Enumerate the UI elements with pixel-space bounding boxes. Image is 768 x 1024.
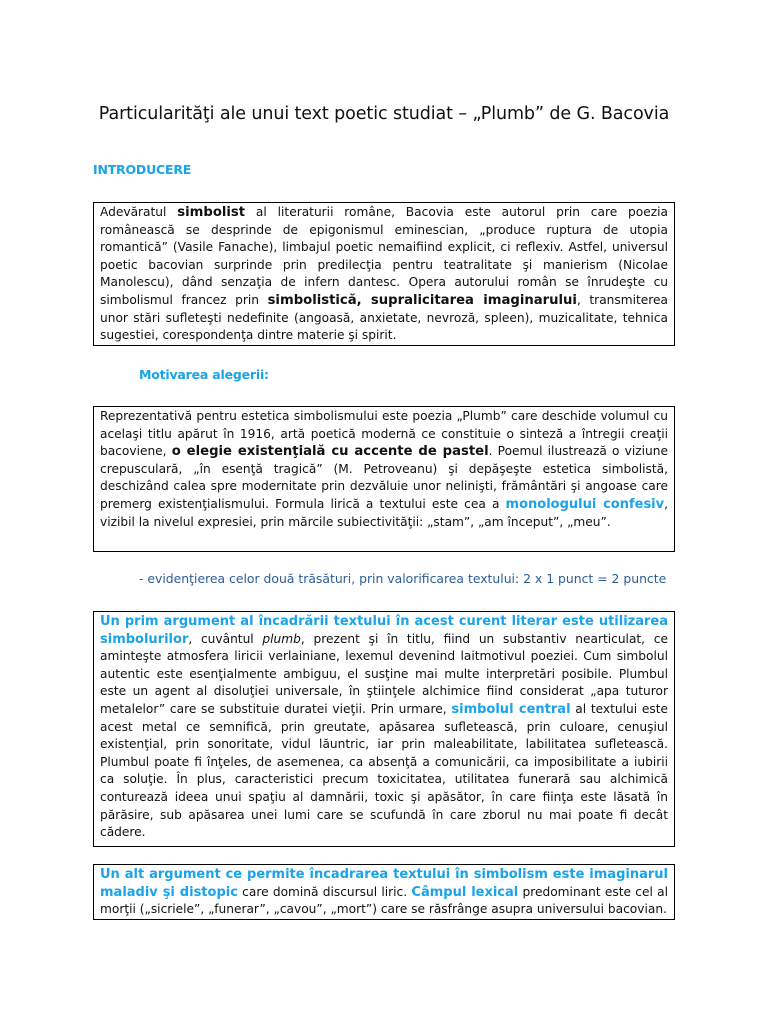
- motivation-heading: Motivarea alegerii:: [139, 367, 269, 382]
- emphasis-simbolist: simbolist: [177, 205, 246, 220]
- emphasis-elegie: o elegie existenţială cu accente de pastel: [171, 444, 489, 460]
- emphasis-simbolistica: simbolistică, supralicitarea imaginarului: [267, 292, 577, 308]
- intro-box: [93, 202, 675, 346]
- motivation-box: [93, 406, 675, 552]
- argument1-box: [93, 611, 675, 847]
- emphasis-camp-lexical: Câmpul lexical: [411, 884, 519, 900]
- emphasis-simbol-central: simbolul central: [451, 701, 571, 717]
- emphasis-monolog: monologului confesiv: [505, 496, 665, 512]
- argument1-paragraph: Un prim argument al încadrării textului în acest curent literar este utilizarea simbolurilor, cuvântul plumb, prezent şi în titlu, fiind un substantiv nearticulat, ce aminteşte atmosfera liricii verlainiane, lexemul devenind laitmotivul poeziei. Cum simbolul autentic este esenţialmente ambiguu, el susţine mai multe interpretări posibile. Plumbul este un agent al disoluţiei universale, în ştiinţele alchimice fiind considerat „apa tuturor metalelor” care se substituie duratei vieţii. Prin urmare, simbolul central al textului este acest metal ce semnifică, prin greutate, apăsarea sufletească, prin culoare, cenuşiul existenţial, prin sonoritate, vidul lăuntric, iar prin maleabilitate, labilitatea sufletească. Plumbul poate fi înţeles, de asemenea, ca absenţă a comunicării, ca imposibilitate a iubirii ca soluţie. În plus, caracteristici precum toxicitatea, utilitatea funerară sau alchimică conturează ideea unui spaţiu al damnării, toxic şi apăsător, în care fiinţa este lăsată în părăsire, sub apăsarea unei lumi care se scufundă în care zborul nu mai poate fi decât cădere.: [100, 614, 668, 840]
- criteria-line: - evidenţierea celor două trăsături, prin valorificarea textului: 2 x 1 punct = 2 puncte: [139, 571, 667, 586]
- intro-heading: INTRODUCERE: [93, 162, 192, 177]
- argument2-paragraph: Un alt argument ce permite încadrarea textului în simbolism este imaginarul maladiv şi distopic care domină discursul liric. Câmpul lexical predominant este cel al morţii („sicriele”, „funerar”, „cavou”, „mort”) care se răsfrânge asupra universului bacovian.: [100, 867, 668, 917]
- emphasis-argument2: Un alt argument ce permite încadrarea textului în simbolism este imaginarul maladiv şi distopic: [100, 867, 668, 900]
- emphasis-argument1: Un prim argument al încadrării textului în acest curent literar este utilizarea simbolurilor: [100, 614, 668, 647]
- motivation-paragraph: Reprezentativă pentru estetica simbolismului este poezia „Plumb” care deschide volumul cu acelaşi titlu apărut în 1916, artă poetică modernă ce constituie o sinteză a întregii creaţii bacoviene, o elegie existenţială cu accente de pastel. Poemul ilustrează o viziune crepusculară, „în esenţă tragică” (M. Petroveanu) şi depăşeşte estetica simbolistă, deschizând calea spre modernitate prin dezvăluie unor nelinişti, frământări şi angoase care premerg existenţialismului. Formula lirică a textului este cea a monologului confesiv, vizibil la nivelul expresiei, prin mărcile subiectivităţii: „stam”, „am început”, „meu”.: [100, 409, 668, 529]
- intro-paragraph: Adevăratul simbolist al literaturii române, Bacovia este autorul prin care poezia românească se desprinde de epigonismul eminescian, „produce ruptura de utopia romantică” (Vasile Fanache), limbajul poetic nemaifiind explicit, ci reflexiv. Astfel, universul poetic bacovian surprinde prin predilecţia pentru teatralitate şi manierism (Nicolae Manolescu), dând senzaţia de infern dantesc. Opera autorului român se înrudeşte cu simbolismul francez prin simbolistică, supralicitarea imaginarului, transmiterea unor stări sufleteşti nedefinite (angoasă, anxietate, nevroză, spleen), muzicalitate, tehnica sugestiei, corespondenţa dintre materie şi spirit.: [100, 205, 669, 343]
- argument2-box: [93, 864, 675, 920]
- emphasis-plumb: plumb: [262, 631, 301, 646]
- document-title: Particularităţi ale unui text poetic studiat – „Plumb” de G. Bacovia: [98, 104, 670, 124]
